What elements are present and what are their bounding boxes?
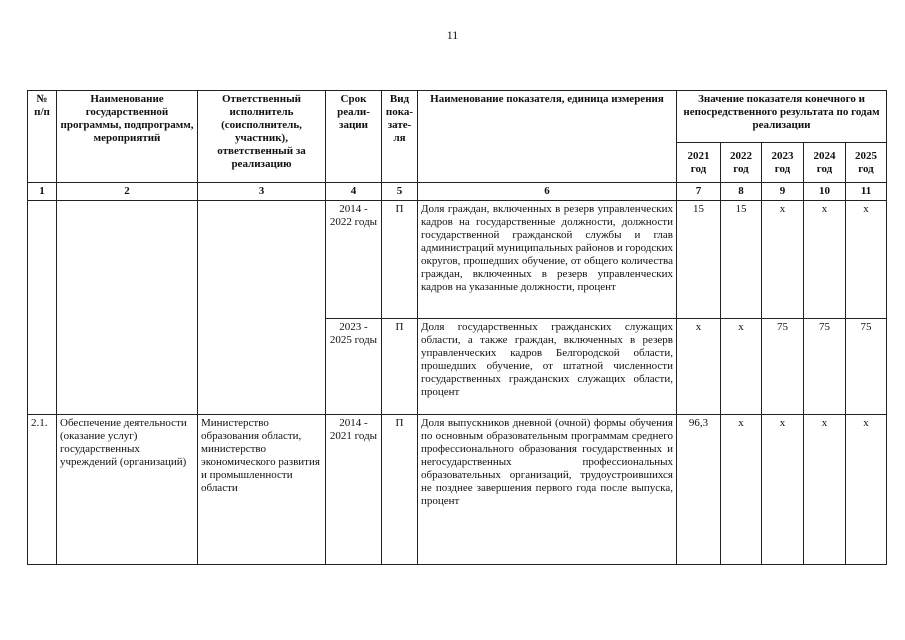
- header-year: 2024 год: [804, 143, 846, 183]
- column-number: 8: [721, 183, 762, 201]
- row-program-cell: [57, 201, 198, 415]
- column-number: 4: [326, 183, 382, 201]
- column-number: 6: [418, 183, 677, 201]
- row-value-cell: х: [721, 415, 762, 565]
- column-number: 5: [382, 183, 418, 201]
- column-number-row: [28, 183, 887, 201]
- column-number: 9: [762, 183, 804, 201]
- row-value-cell: 75: [846, 319, 887, 415]
- header-year: 2025 год: [846, 143, 887, 183]
- row-term-cell: 2014 - 2021 годы: [326, 415, 382, 565]
- header-year: 2023 год: [762, 143, 804, 183]
- header-year: 2022 год: [721, 143, 762, 183]
- header-num: № п/п: [28, 91, 57, 183]
- column-number: 7: [677, 183, 721, 201]
- row-term-cell: 2014 - 2022 годы: [326, 201, 382, 319]
- column-number: 2: [57, 183, 198, 201]
- row-indicator-cell: Доля государственных гражданских служащих области, а также граждан, включенных в резерв управленческих кадров Белгородской области, прошедших обучение, от штатной численности государственных гражданских служащих области, процент: [418, 319, 677, 415]
- row-value-cell: 75: [762, 319, 804, 415]
- header-year: 2021 год: [677, 143, 721, 183]
- header-values-group: Значение показателя конечного и непосредственного результата по годам реализации: [677, 91, 887, 143]
- row-value-cell: х: [846, 415, 887, 565]
- row-value-cell: 75: [804, 319, 846, 415]
- page-number: 11: [446, 28, 459, 42]
- row-value-cell: х: [762, 415, 804, 565]
- row-num-cell: [28, 201, 57, 415]
- header-indicator: Наименование показателя, единица измерения: [418, 91, 677, 183]
- row-value-cell: х: [677, 319, 721, 415]
- row-kind-cell: П: [382, 201, 418, 319]
- header-term: Срок реали-зации: [326, 91, 382, 183]
- row-indicator-cell: Доля граждан, включенных в резерв управленческих кадров на государственные должности, должности государственной гражданской службы и глав администраций муниципальных районов и городских округов, прошедших обучение, от общего количества граждан, включенных в резерв управленческих кадров на указанные должности, процент: [418, 201, 677, 319]
- row-value-cell: 15: [721, 201, 762, 319]
- column-number: 10: [804, 183, 846, 201]
- row-kind-cell: П: [382, 319, 418, 415]
- table-row: [28, 201, 887, 319]
- column-number: 11: [846, 183, 887, 201]
- row-value-cell: х: [762, 201, 804, 319]
- header-executor: Ответственный исполнитель (соисполнитель, участник), ответственный за реализацию: [198, 91, 326, 183]
- table-row: [28, 415, 887, 565]
- row-value-cell: 15: [677, 201, 721, 319]
- row-value-cell: х: [846, 201, 887, 319]
- row-program-cell: Обеспечение деятельности (оказание услуг) государственных учреждений (организаций): [57, 415, 198, 565]
- row-kind-cell: П: [382, 415, 418, 565]
- row-value-cell: 96,3: [677, 415, 721, 565]
- row-value-cell: х: [804, 415, 846, 565]
- row-value-cell: х: [804, 201, 846, 319]
- row-term-cell: 2023 - 2025 годы: [326, 319, 382, 415]
- column-number: 3: [198, 183, 326, 201]
- row-executor-cell: Министерство образования области, министерство экономического развития и промышленности области: [198, 415, 326, 565]
- row-num-cell: 2.1.: [28, 415, 57, 565]
- column-number: 1: [28, 183, 57, 201]
- row-executor-cell: [198, 201, 326, 415]
- header-kind: Вид пока-зате-ля: [382, 91, 418, 183]
- indicators-table: [27, 90, 887, 565]
- header-program-name: Наименование государственной программы, подпрограмм, мероприятий: [57, 91, 198, 183]
- row-indicator-cell: Доля выпускников дневной (очной) формы обучения по основным образовательным программам среднего профессионального образования государственных и негосударственных профессиональных образовательных организаций, трудоустроившихся не позднее завершения первого года после выпуска, процент: [418, 415, 677, 565]
- row-value-cell: х: [721, 319, 762, 415]
